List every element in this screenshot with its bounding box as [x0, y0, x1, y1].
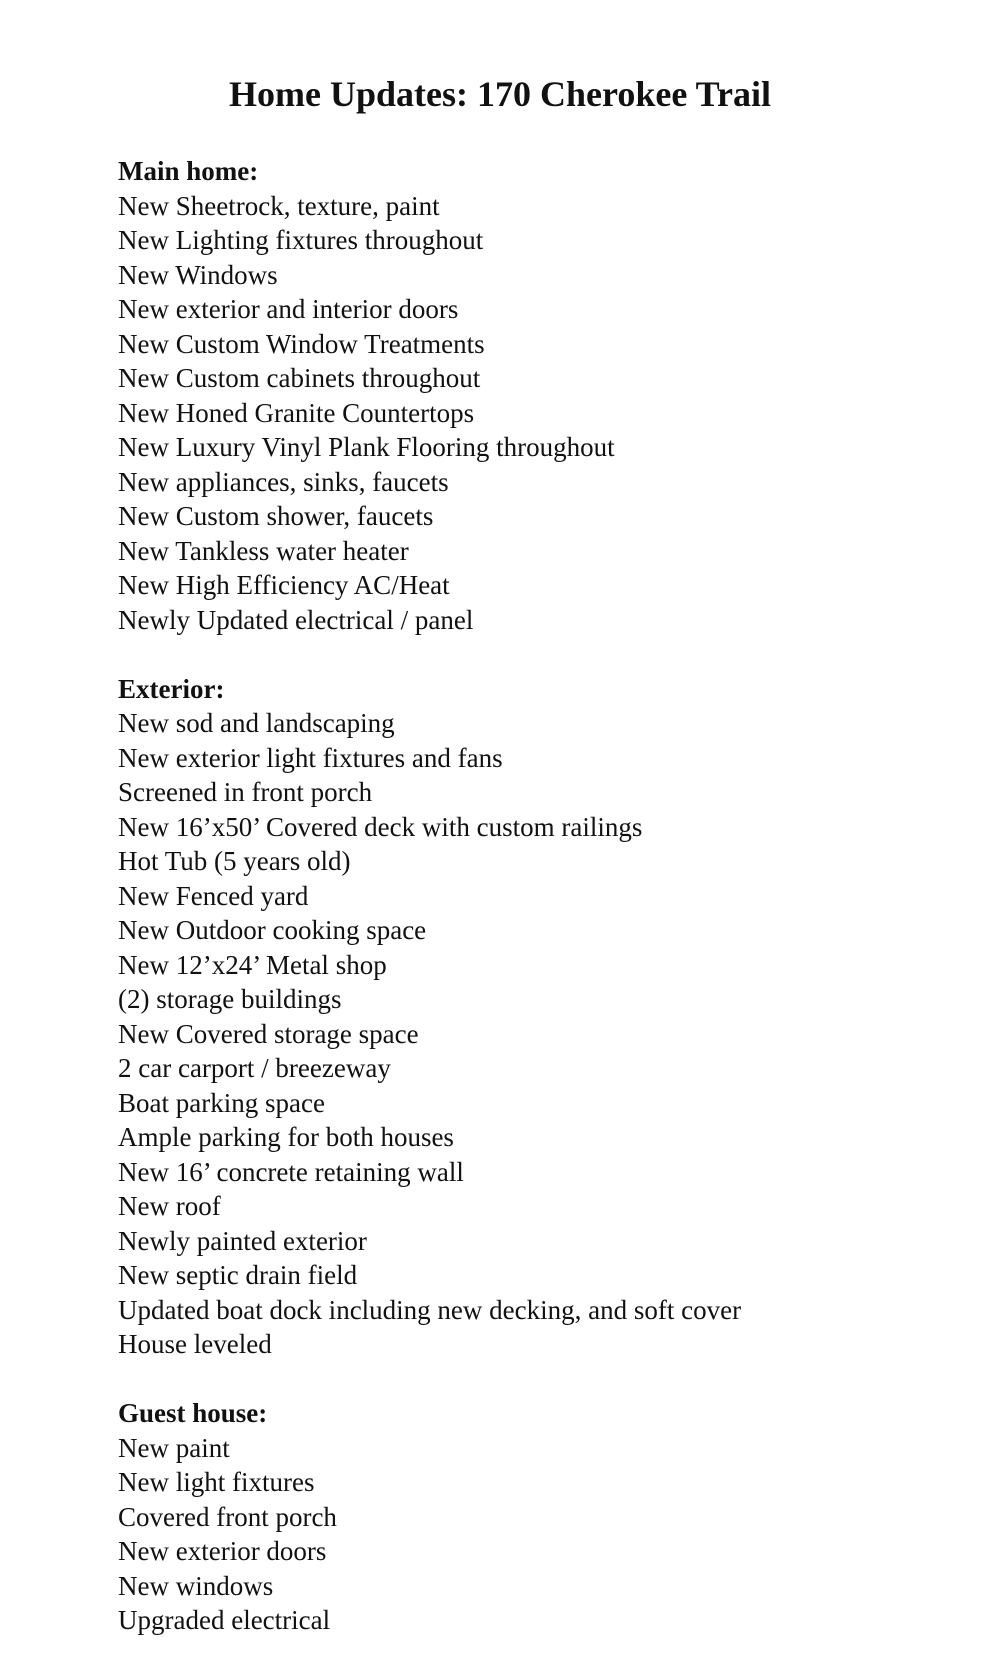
list-item: Ample parking for both houses — [118, 1122, 454, 1152]
list-item: New 16’ concrete retaining wall — [118, 1156, 464, 1187]
list-item: 2 car carport / breezeway — [118, 1053, 391, 1083]
list-item: New Custom cabinets throughout — [118, 363, 481, 393]
section-main-home — [118, 154, 978, 637]
list-item: New Honed Granite Countertops — [118, 397, 475, 428]
list-item: Hot Tub (5 years old) — [118, 846, 351, 876]
list-item: Newly painted exterior — [118, 1225, 367, 1256]
list-item: New Lighting fixtures throughout — [118, 225, 484, 255]
list-item: New Fenced yard — [118, 880, 309, 911]
list-item: New exterior doors — [118, 1536, 327, 1566]
list-item: New Custom Window Treatments — [118, 328, 485, 359]
main-home-list — [118, 189, 978, 638]
list-item: New Outdoor cooking space — [118, 915, 427, 945]
list-item: New exterior light fixtures and fans — [118, 742, 503, 773]
section-exterior — [118, 672, 978, 1362]
section-heading-main-home: Main home: — [118, 156, 259, 186]
list-item: New roof — [118, 1191, 221, 1221]
list-item: Screened in front porch — [118, 777, 373, 807]
page-title: Home Updates: 170 Cherokee Trail — [229, 74, 771, 114]
list-item: (2) storage buildings — [118, 984, 342, 1014]
list-item: New windows — [118, 1570, 274, 1601]
section-heading-guest-house: Guest house: — [118, 1398, 268, 1428]
list-item: Boat parking space — [118, 1087, 325, 1118]
list-item: New light fixtures — [118, 1467, 315, 1497]
list-item: New Windows — [118, 259, 278, 290]
guest-house-list — [118, 1431, 978, 1638]
list-item: New Luxury Vinyl Plank Flooring throughout — [118, 432, 615, 462]
list-item: New 12’x24’ Metal shop — [118, 949, 387, 980]
list-item: New High Efficiency AC/Heat — [118, 570, 450, 600]
section-heading-exterior: Exterior: — [118, 673, 225, 704]
list-item: New Tankless water heater — [118, 535, 409, 566]
section-guest-house — [118, 1396, 978, 1638]
list-item: Covered front porch — [118, 1501, 337, 1532]
list-item: New exterior and interior doors — [118, 294, 459, 324]
list-item: New Covered storage space — [118, 1018, 419, 1049]
list-item: New Sheetrock, texture, paint — [118, 190, 440, 221]
list-item: New septic drain field — [118, 1260, 358, 1290]
list-item: Upgraded electrical — [118, 1605, 331, 1635]
list-item: New paint — [118, 1432, 230, 1463]
updates-content — [118, 154, 978, 1672]
list-item: Newly Updated electrical / panel — [118, 604, 474, 635]
list-item: New appliances, sinks, faucets — [118, 466, 449, 497]
list-item: Updated boat dock including new decking, and soft cover — [118, 1294, 742, 1325]
list-item: New Custom shower, faucets — [118, 501, 434, 531]
list-item: New 16’x50’ Covered deck with custom railings — [118, 811, 643, 842]
exterior-list — [118, 706, 978, 1362]
list-item: New sod and landscaping — [118, 708, 395, 738]
list-item: House leveled — [118, 1329, 272, 1359]
